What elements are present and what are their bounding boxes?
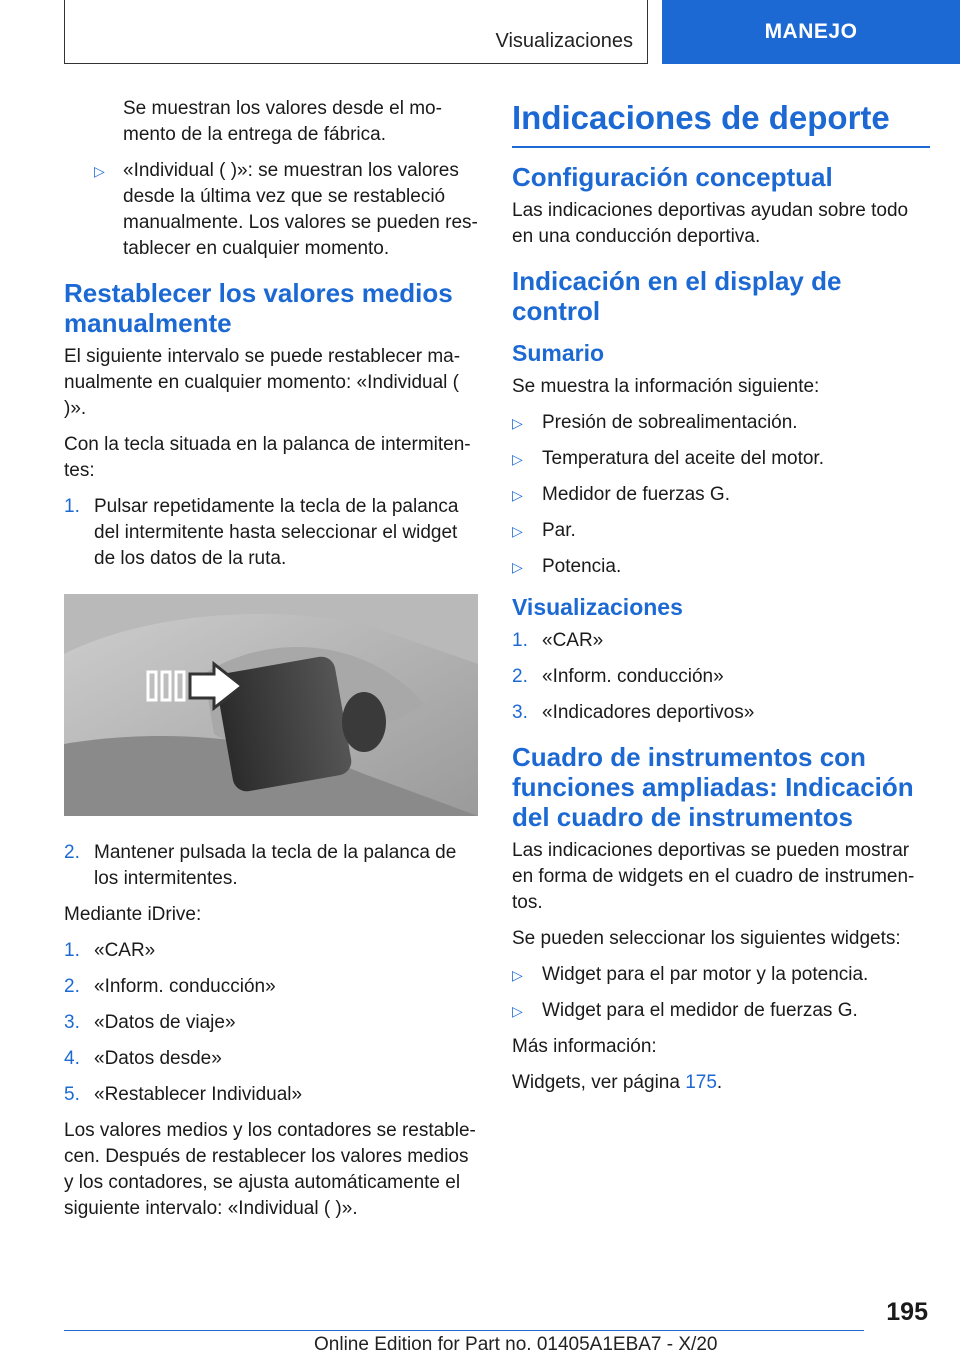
list-item: [512, 962, 930, 988]
list-item: [512, 446, 930, 472]
idrive-step: [64, 938, 478, 964]
step-item: [64, 840, 478, 892]
list-item-text: Temperatura del aceite del motor.: [542, 448, 824, 469]
list-item: [512, 482, 930, 508]
list-item: [512, 998, 930, 1024]
step-number: 4.: [64, 1048, 80, 1069]
reference-suffix: .: [716, 1072, 723, 1093]
list-item-text: Widget para el par motor y la potencia.: [542, 964, 869, 985]
step-number: 1.: [64, 496, 80, 517]
step-item: [64, 494, 478, 572]
step-text: «CAR»: [542, 630, 604, 651]
vis-step: [512, 700, 930, 726]
list-item-text: Potencia.: [542, 556, 622, 577]
more-info-label: Más información:: [512, 1036, 657, 1057]
list-item: [512, 518, 930, 544]
page-reference: [512, 1070, 930, 1096]
step-text: «Restablecer Individual»: [94, 1084, 303, 1105]
list-item-text: Par.: [542, 520, 576, 541]
step-text: «Indicadores deportivos»: [542, 702, 755, 723]
closing-paragraph: Los valores medios y los contadores se restable-cen. Después de restablecer los valores medios y los contadores, se ajusta automáticamente el siguiente intervalo: «Individual ( )».: [64, 1120, 476, 1219]
step-number: 2.: [64, 842, 80, 863]
step-text: «CAR»: [94, 940, 156, 961]
step-number: 1.: [64, 940, 80, 961]
display-heading: Indicación en el display de control: [512, 266, 842, 326]
bullet-triangle-icon: ▷: [512, 1003, 523, 1019]
list-item-text: Widget para el medidor de fuerzas G.: [542, 1000, 858, 1021]
turn-signal-lever-figure: [64, 594, 478, 816]
idrive-step: [64, 974, 478, 1000]
main-heading: Indicaciones de deporte: [512, 96, 930, 148]
step-text: «Inform. conducción»: [542, 666, 724, 687]
step-text: «Inform. conducción»: [94, 976, 276, 997]
bullet-triangle-icon: ▷: [512, 523, 523, 539]
idrive-label: Mediante iDrive:: [64, 904, 202, 925]
bullet-triangle-icon: ▷: [512, 451, 523, 467]
list-item: [512, 554, 930, 580]
bullet-triangle-icon: ▷: [512, 487, 523, 503]
list-item-text: Medidor de fuerzas G.: [542, 484, 730, 505]
step-number: 3.: [512, 702, 528, 723]
vis-step: [512, 628, 930, 654]
intro-text: Se muestran los valores desde el mo-mento de la entrega de fábrica.: [123, 98, 442, 145]
right-column: [512, 96, 930, 1106]
step-number: 1.: [512, 630, 528, 651]
step-number: 2.: [64, 976, 80, 997]
bullet-triangle-icon: ▷: [512, 415, 523, 431]
para-interval: El siguiente intervalo se puede restablecer ma-nualmente en cualquier momento: «Individual ( )».: [64, 346, 461, 419]
concept-text: Las indicaciones deportivas ayudan sobre todo en una conducción deportiva.: [512, 200, 909, 247]
cluster-text: Las indicaciones deportivas se pueden mostrar en forma de widgets en el cuadro de instrumen-tos.: [512, 840, 915, 913]
bullet-triangle-icon: ▷: [512, 559, 523, 575]
footer-divider: [64, 1330, 864, 1331]
page-link[interactable]: 175: [685, 1072, 717, 1093]
vis-step: [512, 664, 930, 690]
edition-text: Online Edition for Part no. 01405A1EBA7 - X/20: [314, 1334, 718, 1355]
list-item: [512, 410, 930, 436]
step-text: Pulsar repetidamente la tecla de la palanca del intermitente hasta seleccionar el widget de los datos de la ruta.: [94, 496, 459, 569]
bullet-triangle-icon: ▷: [94, 163, 105, 179]
page-number: 195: [886, 1298, 928, 1326]
header-frame: [64, 0, 648, 64]
idrive-step: [64, 1082, 478, 1108]
step-number: 5.: [64, 1084, 80, 1105]
chapter-tab[interactable]: MANEJO: [662, 0, 960, 64]
heading-reset: Restablecer los valores medios manualmente: [64, 278, 453, 338]
cluster-heading: Cuadro de instrumentos con funciones ampliadas: Indicación del cuadro de instrumentos: [512, 742, 914, 832]
visualizations-heading: Visualizaciones: [512, 594, 683, 620]
step-text: «Datos de viaje»: [94, 1012, 236, 1033]
list-item-text: Presión de sobrealimentación.: [542, 412, 798, 433]
summary-intro: Se muestra la información siguiente:: [512, 376, 820, 397]
summary-heading: Sumario: [512, 340, 605, 366]
step-number: 3.: [64, 1012, 80, 1033]
idrive-step: [64, 1046, 478, 1072]
left-column: [64, 96, 478, 1232]
idrive-step: [64, 1010, 478, 1036]
list-item-text: «Individual ( )»: se muestran los valores desde la última vez que se restableció manualmente. Los valores se pueden res-tablecer en cualquier momento.: [123, 160, 478, 259]
step-text: Mantener pulsada la tecla de la palanca de los intermitentes.: [94, 842, 457, 889]
step-text: «Datos desde»: [94, 1048, 222, 1069]
section-title: Visualizaciones: [495, 30, 633, 52]
widgets-intro: Se pueden seleccionar los siguientes widgets:: [512, 928, 901, 949]
step-number: 2.: [512, 666, 528, 687]
reference-prefix: Widgets, ver página: [512, 1072, 686, 1093]
list-item: [64, 158, 478, 262]
para-key: Con la tecla situada en la palanca de intermiten-tes:: [64, 434, 471, 481]
concept-heading: Configuración conceptual: [512, 162, 833, 192]
bullet-triangle-icon: ▷: [512, 967, 523, 983]
